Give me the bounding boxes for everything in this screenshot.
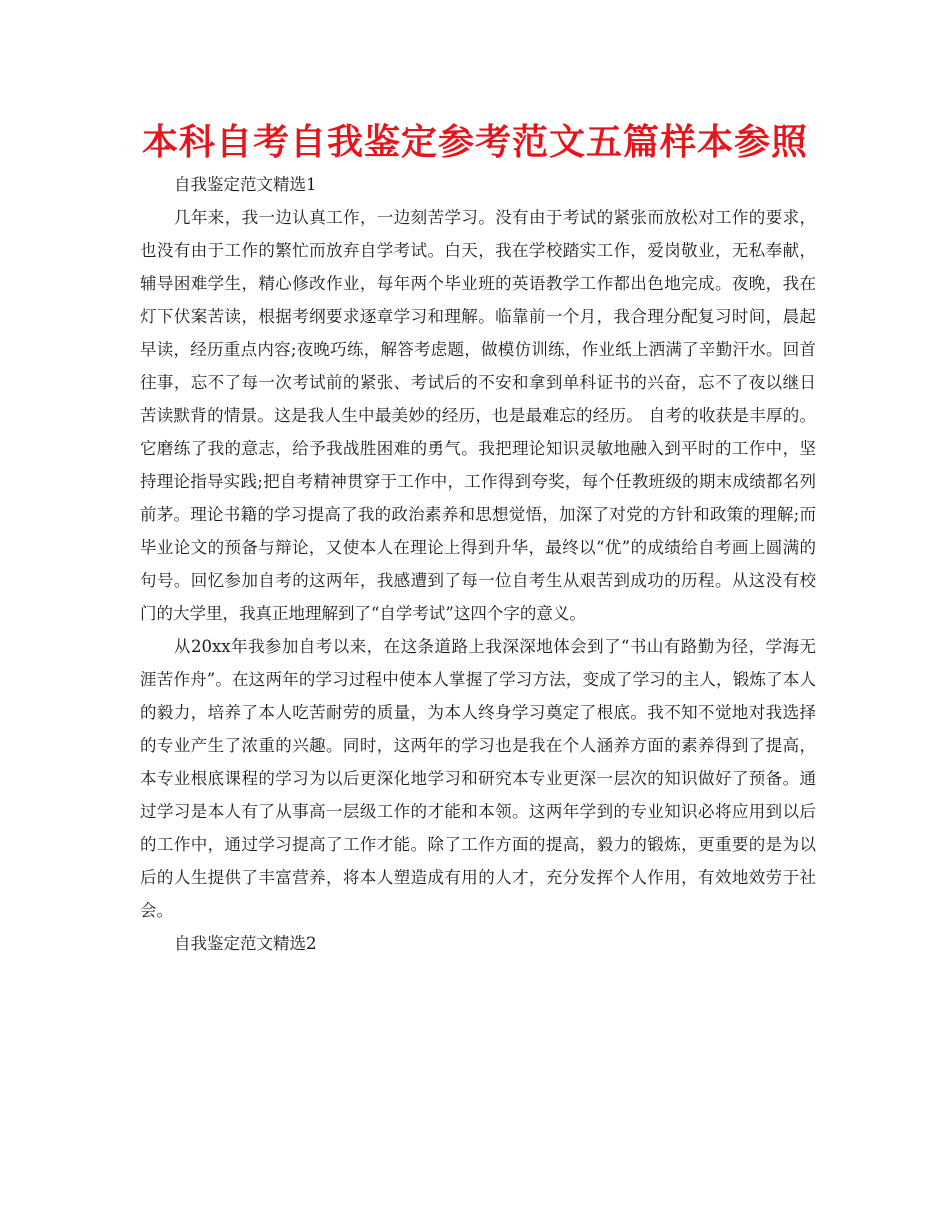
body-paragraph: 几年来，我一边认真工作，一边刻苦学习。没有由于考试的紧张而放松对工作的要求，也没有由于工作的繁忙而放弃自学考试。白天，我在学校踏实工作，爱岗敬业，无私奉献，辅导困难学生，精心修改作业，每年两个毕业班的英语教学工作都出色地完成。夜晚，我在灯下伏案苦读，根据考纲要求逐章学习和理解。临靠前一个月，我合理分配复习时间，晨起早读，经历重点内容;夜晚巧练，解答考虑题，做模仿训练，作业纸上洒满了辛勤汗水。回首往事，忘不了每一次考试前的紧张、考试后的不安和拿到单科证书的兴奋，忘不了夜以继日苦读默背的情景。这是我人生中最美妙的经历，也是最难忘的经历。 自考的收获是丰厚的。它磨练了我的意志，给予我战胜困难的勇气。我把理论知识灵敏地融入到平时的工作中，坚持理论指导实践;把自考精神贯穿于工作中，工作得到夸奖，每个任教班级的期末成绩都名列前茅。理论书籍的学习提高了我的政治素养和思想觉悟，加深了对党的方针和政策的理解;而毕业论文的预备与辩论，又使本人在理论上得到升华，最终以“优”的成绩给自考画上圆满的句号。回忆参加自考的这两年，我感遭到了每一位自考生从艰苦到成功的历程。从这没有校门的大学里，我真正地理解到了“自学考试”这四个字的意义。 <box>140 208 816 623</box>
section-heading: 自我鉴定范文精选1 <box>174 175 317 194</box>
document-body <box>140 168 816 960</box>
body-paragraph: 从20xx年我参加自考以来，在这条道路上我深深地体会到了“书山有路勤为径，学海无涯苦作舟”。在这两年的学习过程中使本人掌握了学习方法，变成了学习的主人，锻炼了本人的毅力，培养了本人吃苦耐劳的质量，为本人终身学习奠定了根底。我不知不觉地对我选择的专业产生了浓重的兴趣。同时，这两年的学习也是我在个人涵养方面的素养得到了提高，本专业根底课程的学习为以后更深化地学习和研究本专业更深一层次的知识做好了预备。通过学习是本人有了从事高一层级工作的才能和本领。这两年学到的专业知识必将应用到以后的工作中，通过学习提高了工作才能。除了工作方面的提高，毅力的锻炼，更重要的是为以后的人生提供了丰富营养，将本人塑造成有用的人才，充分发挥个人作用，有效地效劳于社会。 <box>140 637 816 920</box>
section-heading: 自我鉴定范文精选2 <box>174 934 317 953</box>
document-title: 本科自考自我鉴定参考范文五篇样本参照 <box>141 122 808 163</box>
